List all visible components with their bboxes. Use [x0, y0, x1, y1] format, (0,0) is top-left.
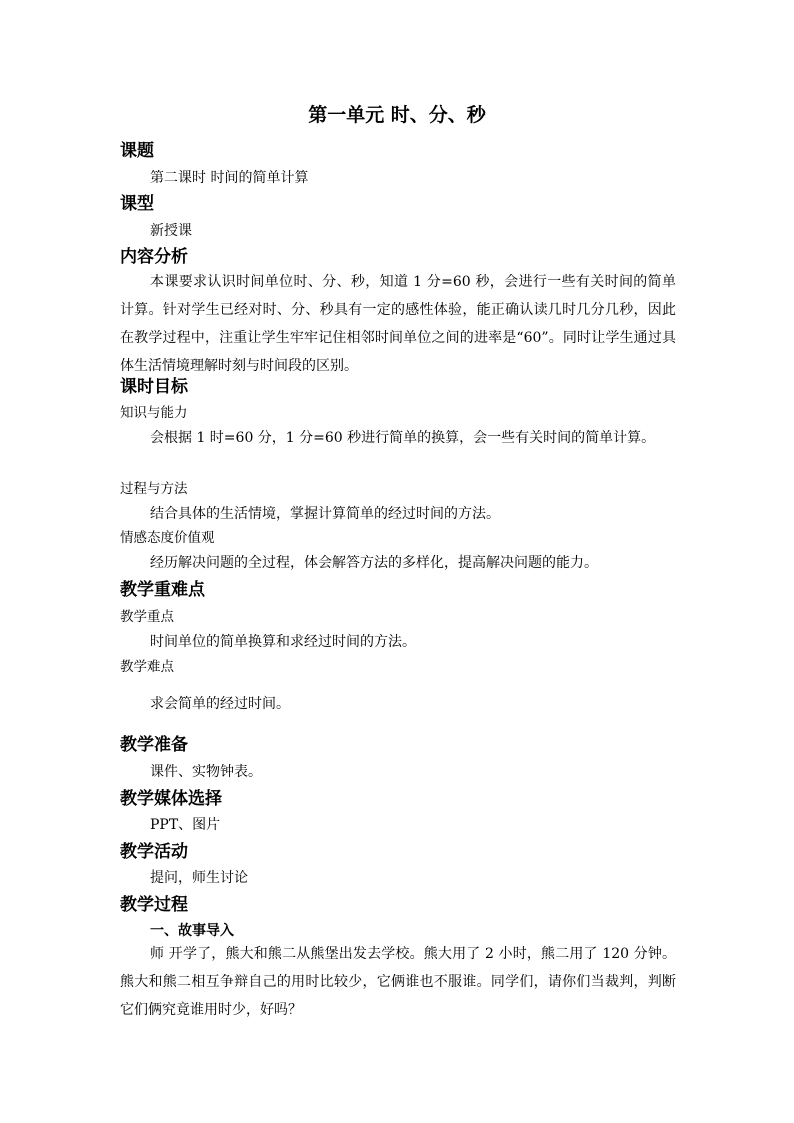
type-heading: 课型: [120, 194, 154, 214]
knowledge-text: 会根据 1 时=60 分，1 分=60 秒进行简单的换算，会一些有关时间的简单计算。: [150, 430, 656, 446]
keypoints-heading: 教学重难点: [120, 580, 205, 600]
focus-text: 时间单位的简单换算和求经过时间的方法。: [150, 634, 416, 650]
topic-heading: 课题: [120, 141, 154, 161]
step1-text: 师 开学了，熊大和熊二从熊堡出发去学校。熊大用了 2 小时，熊二用了 120 分钟。熊大和熊二相互争辩自己的用时比较少，它俩谁也不服谁。同学们，请你们当裁判，判断它们俩究竟谁用时少，好吗？: [120, 946, 676, 1018]
process-method-text: 结合具体的生活情境，掌握计算简单的经过时间的方法。: [150, 506, 500, 522]
media-heading: 教学媒体选择: [120, 789, 222, 809]
process-heading: 教学过程: [120, 895, 188, 915]
topic-text: 第二课时 时间的简单计算: [150, 170, 309, 186]
difficulty-text: 求会简单的经过时间。: [150, 696, 290, 712]
content-heading: 内容分析: [120, 247, 188, 267]
prep-text: 课件、实物钟表。: [150, 764, 262, 780]
attitude-text: 经历解决问题的全过程，体会解答方法的多样化，提高解决问题的能力。: [150, 555, 598, 571]
type-text: 新授课: [150, 223, 192, 239]
content-text: 本课要求认识时间单位时、分、秒，知道 1 分=60 秒，会进行一些有关时间的简单计算。针对学生已经对时、分、秒具有一定的感性体验，能正确认读几时几分几秒，因此在教学过程中，注重让学生牢牢记住相邻时间单位之间的进率是“60”。同时让学生通过具体生活情境理解时刻与时间段的区别。: [120, 274, 676, 374]
focus-heading: 教学重点: [120, 609, 174, 625]
process-method-heading: 过程与方法: [120, 481, 188, 497]
attitude-heading: 情感态度价值观: [120, 530, 215, 546]
media-text: PPT、图片: [150, 817, 221, 833]
goals-heading: 课时目标: [120, 377, 188, 397]
document-title: 第一单元 时、分、秒: [308, 104, 486, 126]
step1-heading: 一、故事导入: [150, 923, 234, 939]
prep-heading: 教学准备: [120, 735, 188, 755]
activity-heading: 教学活动: [120, 842, 188, 862]
difficulty-heading: 教学难点: [120, 659, 174, 675]
knowledge-heading: 知识与能力: [120, 405, 188, 421]
activity-text: 提问，师生讨论: [150, 870, 248, 886]
